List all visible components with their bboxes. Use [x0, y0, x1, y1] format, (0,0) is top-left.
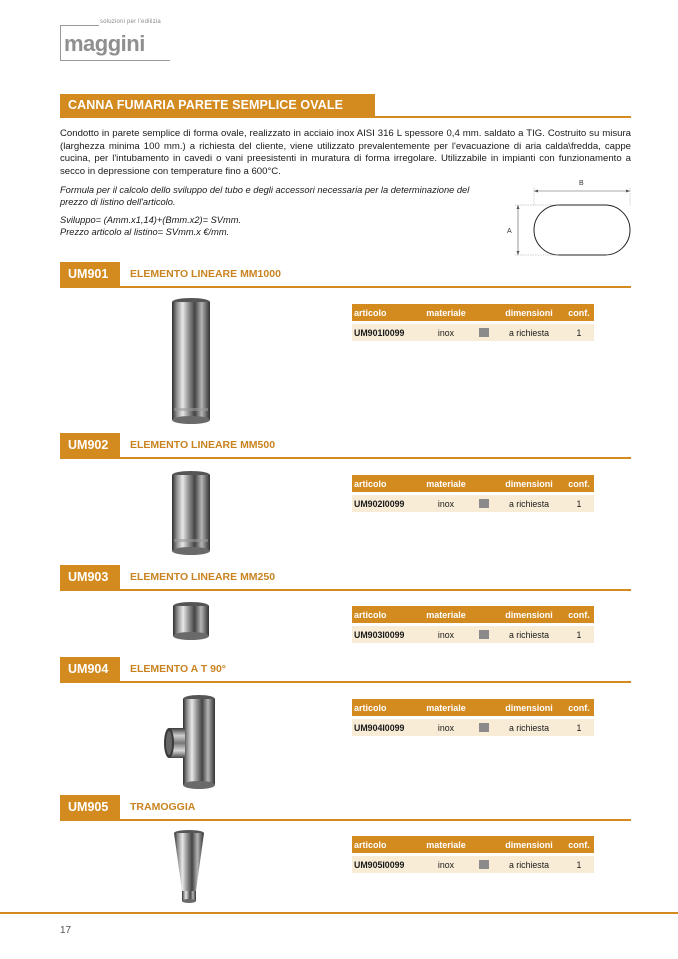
col-articolo: articolo: [354, 702, 387, 713]
section-name: ELEMENTO LINEARE MM1000: [130, 268, 281, 280]
product-table-um902: [352, 475, 594, 512]
cell-dimensioni: a richiesta: [508, 327, 550, 338]
table-row: [352, 495, 594, 512]
table-header-row: [352, 475, 594, 492]
section-header-um901: [60, 262, 631, 288]
cell-dimensioni: a richiesta: [508, 722, 550, 733]
page-number: 17: [60, 925, 72, 936]
page-title: CANNA FUMARIA PARETE SEMPLICE OVALE: [60, 94, 375, 117]
formula-line-1: Sviluppo= (Amm.x1,14)+(Bmm.x2)= SVmm.: [60, 215, 242, 225]
section-underline: [60, 681, 631, 683]
cell-conf: 1: [576, 629, 582, 640]
section-code: UM903: [60, 565, 120, 589]
main-title-bar: [60, 94, 631, 118]
material-swatch: [479, 723, 489, 732]
cell-conf: 1: [576, 859, 582, 870]
cell-articolo: UM903I0099: [354, 629, 405, 640]
formula-block: [60, 184, 490, 238]
hopper-image: [172, 829, 206, 907]
section-header-um904: [60, 657, 631, 683]
col-conf: conf.: [568, 478, 590, 489]
oval-shape: [534, 205, 630, 255]
cell-materiale: inox: [437, 859, 455, 870]
cell-materiale: inox: [437, 327, 455, 338]
section-header-um905: [60, 795, 631, 821]
table-header-row: [352, 304, 594, 321]
col-conf: conf.: [568, 839, 590, 850]
tee-90-image: [163, 694, 219, 792]
material-swatch: [479, 328, 489, 337]
section-header-um903: [60, 565, 631, 591]
table-row: [352, 856, 594, 873]
formula-line-2: Prezzo articolo al listino= SVmm.x €/mm.: [60, 227, 230, 237]
cell-articolo: UM901I0099: [354, 327, 405, 338]
col-dimensioni: dimensioni: [505, 307, 553, 318]
material-swatch: [479, 630, 489, 639]
arrow-b-left: [534, 190, 538, 193]
col-articolo: articolo: [354, 839, 387, 850]
section-code: UM902: [60, 433, 120, 457]
label-b: B: [579, 180, 584, 187]
intro-paragraph: Condotto in parete semplice di forma ovale, realizzato in acciaio inox AISI 316 L spessore 0,4 mm. saldato a TIG. Costruito su misura (larghezza minima 100 mm.) a richiesta del cliente, viene utilizzato prevalentemente per l'evacuazione di aria calda\fredda, cappe cucina, per l'intubamento in cavedi o vani preesistenti in muratura di forma irregolare. Utilizzabile in impianti con funzionamento a secco in depressione con temperature fino a 600°C.: [60, 128, 631, 177]
maggini-logo: [60, 17, 170, 61]
cell-materiale: inox: [437, 498, 455, 509]
cell-articolo: UM902I0099: [354, 498, 405, 509]
col-conf: conf.: [568, 609, 590, 620]
label-a: A: [507, 228, 512, 235]
section-name: ELEMENTO A T 90°: [130, 663, 226, 675]
cell-articolo: UM904I0099: [354, 722, 405, 733]
section-code: UM905: [60, 795, 120, 819]
pipe-250-image: [170, 601, 212, 641]
table-header-row: [352, 606, 594, 623]
title-underline: [60, 116, 631, 118]
col-dimensioni: dimensioni: [505, 609, 553, 620]
pipe-1000-image: [168, 296, 214, 426]
col-materiale: materiale: [426, 478, 466, 489]
brand-name: maggini: [64, 31, 145, 56]
col-materiale: materiale: [426, 609, 466, 620]
cell-articolo: UM905I0099: [354, 859, 405, 870]
arrow-b-right: [626, 190, 630, 193]
col-articolo: articolo: [354, 478, 387, 489]
col-conf: conf.: [568, 702, 590, 713]
section-code: UM904: [60, 657, 120, 681]
cell-conf: 1: [576, 327, 582, 338]
pipe-500-image: [168, 469, 214, 557]
cell-conf: 1: [576, 498, 582, 509]
cell-dimensioni: a richiesta: [508, 498, 550, 509]
col-dimensioni: dimensioni: [505, 478, 553, 489]
col-materiale: materiale: [426, 839, 466, 850]
cell-materiale: inox: [437, 722, 455, 733]
cell-conf: 1: [576, 722, 582, 733]
table-row: [352, 626, 594, 643]
col-dimensioni: dimensioni: [505, 702, 553, 713]
section-underline: [60, 589, 631, 591]
section-code: UM901: [60, 262, 120, 286]
section-name: ELEMENTO LINEARE MM500: [130, 439, 276, 451]
table-row: [352, 719, 594, 736]
material-swatch: [479, 860, 489, 869]
col-articolo: articolo: [354, 609, 387, 620]
formula-description: Formula per il calcolo dello sviluppo del tubo e degli accessori necessaria per la determinazione del prezzo di listino dell'articolo.: [60, 185, 470, 207]
section-header-um902: [60, 433, 631, 459]
product-table-um904: [352, 699, 594, 736]
section-underline: [60, 286, 631, 288]
col-materiale: materiale: [426, 702, 466, 713]
col-dimensioni: dimensioni: [505, 839, 553, 850]
cell-materiale: inox: [437, 629, 455, 640]
col-materiale: materiale: [426, 307, 466, 318]
col-articolo: articolo: [354, 307, 387, 318]
table-row: [352, 324, 594, 341]
footer-divider: [0, 912, 678, 914]
col-conf: conf.: [568, 307, 590, 318]
product-table-um903: [352, 606, 594, 643]
table-header-row: [352, 699, 594, 716]
table-header-row: [352, 836, 594, 853]
brand-tagline: soluzioni per l'edilizia: [100, 19, 161, 25]
oval-section-diagram: [505, 176, 635, 260]
product-table-um905: [352, 836, 594, 873]
cell-dimensioni: a richiesta: [508, 859, 550, 870]
material-swatch: [479, 499, 489, 508]
section-underline: [60, 819, 631, 821]
cell-dimensioni: a richiesta: [508, 629, 550, 640]
section-name: TRAMOGGIA: [130, 801, 196, 813]
section-underline: [60, 457, 631, 459]
product-table-um901: [352, 304, 594, 341]
section-name: ELEMENTO LINEARE MM250: [130, 571, 276, 583]
